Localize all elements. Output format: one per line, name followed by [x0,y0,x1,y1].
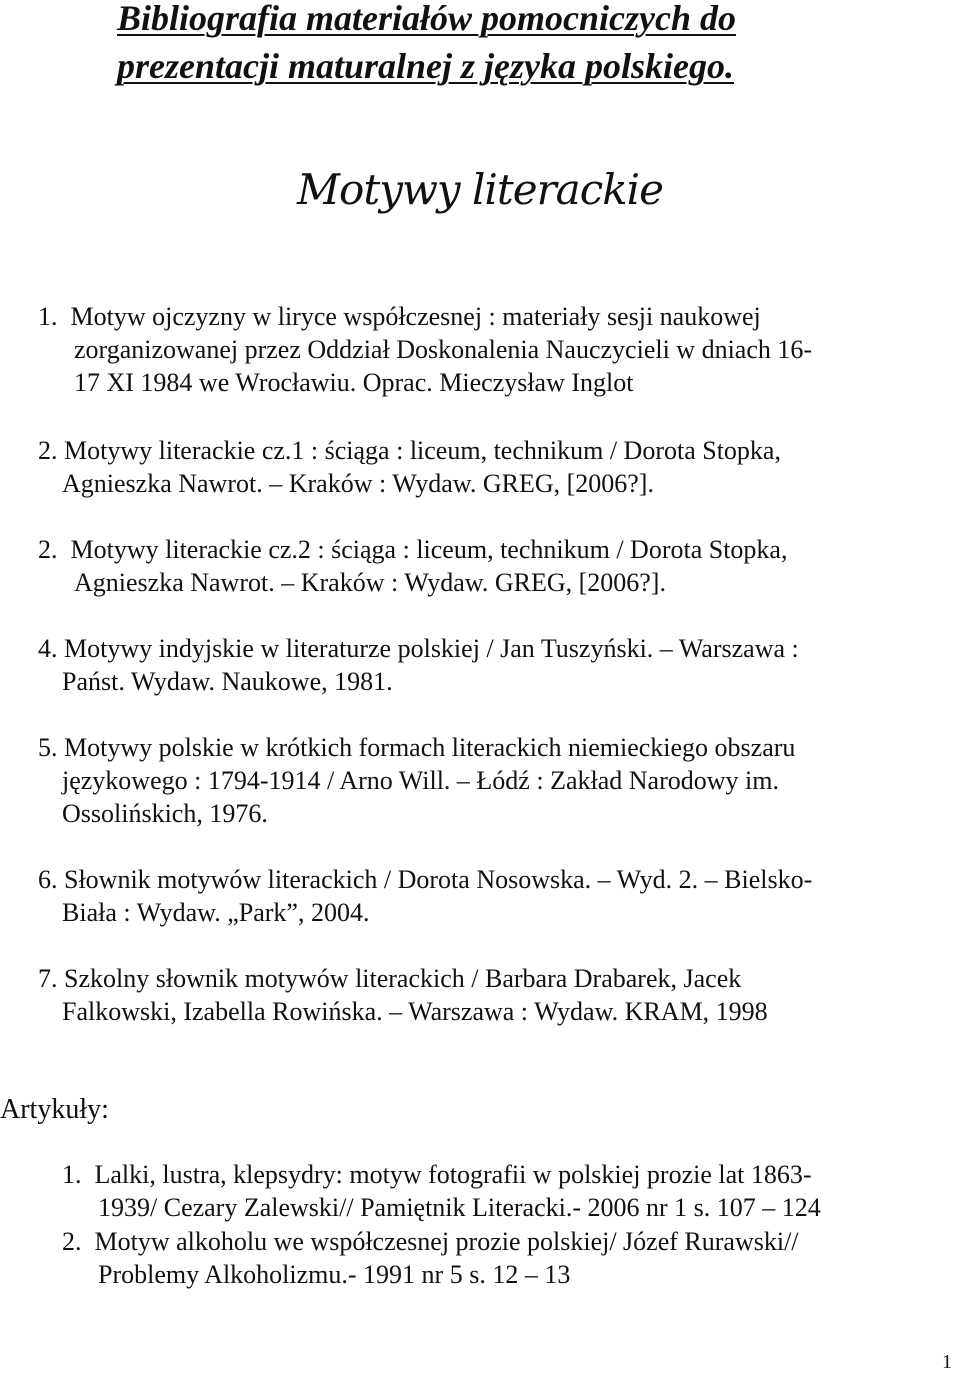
entry-line: Agnieszka Nawrot. – Kraków : Wydaw. GREG, [2006?]. [74,568,666,597]
entry-text: Lalki, lustra, klepsydry: motyw fotografii w polskiej prozie lat 1863- [94,1160,812,1189]
bibliography-entry-4 [38,632,898,698]
entry-text: Szkolny słownik motywów literackich / Barbara Drabarek, Jacek [64,964,742,993]
bibliography-entry-1 [38,300,918,399]
entry-line [38,632,898,665]
entry-line [38,300,918,333]
entry-line [38,434,898,467]
entry-line: Problemy Alkoholizmu.- 1991 nr 5 s. 12 – 13 [98,1260,571,1289]
articles-heading: Artykuły: [0,1094,109,1125]
entry-line: zorganizowanej przez Oddział Doskonalenia Nauczycieli w dniach 16- [74,335,813,364]
entry-number: 7. [38,964,58,993]
section-heading: Motywy literackie [297,165,663,214]
document-title-line-2: prezentacji maturalnej z języka polskiego. [117,46,734,86]
entry-number: 2. [62,1227,82,1256]
entry-number: 2. [38,535,58,564]
page-number: 1 [942,1351,952,1373]
entry-line [62,1225,922,1258]
bibliography-entry-3 [38,533,898,599]
entry-line [38,731,898,764]
bibliography-entry-2 [38,434,898,500]
bibliography-entry-7 [38,962,898,1028]
entry-line [38,533,898,566]
entry-line: 1939/ Cezary Zalewski// Pamiętnik Literacki.- 2006 nr 1 s. 107 – 124 [98,1193,821,1222]
entry-text: Motywy indyjskie w literaturze polskiej / Jan Tuszyński. – Warszawa : [64,634,799,663]
entry-text: Motyw alkoholu we współczesnej prozie polskiej/ Józef Rurawski// [94,1227,799,1256]
entry-line: Agnieszka Nawrot. – Kraków : Wydaw. GREG, [2006?]. [62,469,654,498]
entry-line: Ossolińskich, 1976. [62,799,268,828]
entry-line: językowego : 1794-1914 / Arno Will. – Łódź : Zakład Narodowy im. [62,766,779,795]
entry-line [38,863,898,896]
entry-number: 6. [38,865,58,894]
entry-number: 5. [38,733,58,762]
entry-text: Motywy polskie w krótkich formach literackich niemieckiego obszaru [64,733,796,762]
entry-number: 1. [62,1160,82,1189]
entry-text: Motyw ojczyzny w liryce współczesnej : materiały sesji naukowej [70,302,761,331]
entry-number: 2. [38,436,58,465]
entry-line: 17 XI 1984 we Wrocławiu. Oprac. Mieczysław Inglot [74,368,634,397]
document-title-line-1: Bibliografia materiałów pomocniczych do [117,0,736,38]
entry-line: Biała : Wydaw. „Park”, 2004. [62,898,370,927]
article-entry-2 [62,1225,922,1291]
entry-text: Motywy literackie cz.2 : ściąga : liceum, technikum / Dorota Stopka, [70,535,788,564]
bibliography-entry-6 [38,863,898,929]
entry-number: 4. [38,634,58,663]
bibliography-entry-5 [38,731,898,830]
entry-text: Motywy literackie cz.1 : ściąga : liceum, technikum / Dorota Stopka, [64,436,781,465]
entry-number: 1. [38,302,58,331]
article-entry-1 [62,1158,922,1224]
entry-text: Słownik motywów literackich / Dorota Nosowska. – Wyd. 2. – Bielsko- [64,865,813,894]
entry-line [38,962,898,995]
document-title [117,0,917,90]
entry-line [62,1158,922,1191]
entry-line: Państ. Wydaw. Naukowe, 1981. [62,667,393,696]
entry-line: Falkowski, Izabella Rowińska. – Warszawa : Wydaw. KRAM, 1998 [62,997,768,1026]
